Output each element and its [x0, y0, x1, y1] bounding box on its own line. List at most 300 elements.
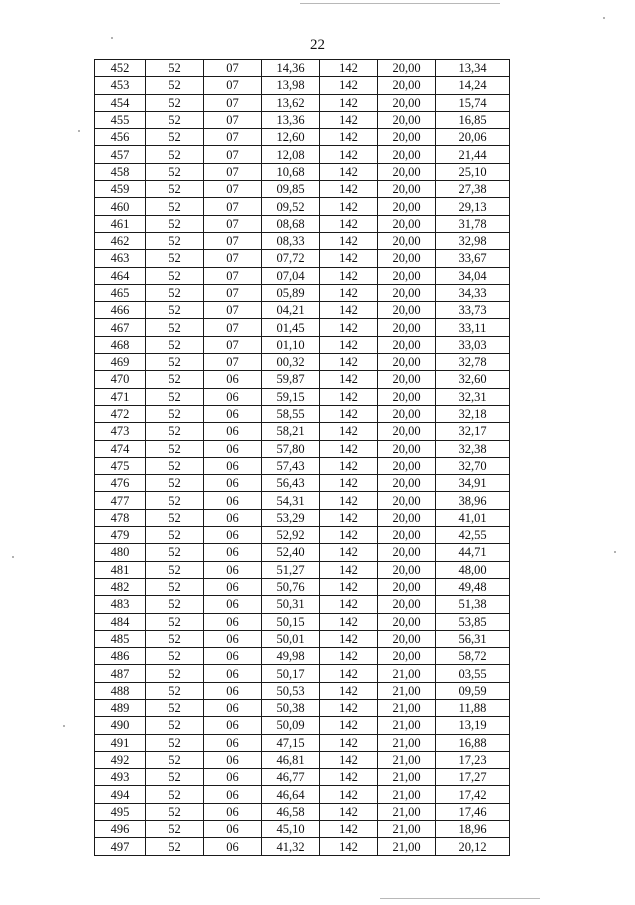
col-2-cell: 52	[146, 613, 204, 630]
col-2-cell: 52	[146, 111, 204, 128]
col-2-cell: 52	[146, 648, 204, 665]
col-2-cell: 52	[146, 60, 204, 77]
col-7-cell: 03,55	[436, 665, 510, 682]
col-5-cell: 142	[320, 284, 378, 301]
col-6-cell: 20,00	[378, 60, 436, 77]
col-4-cell: 56,43	[262, 475, 320, 492]
col-3-cell: 07	[204, 146, 262, 163]
col-2-cell: 52	[146, 786, 204, 803]
col-3-cell: 06	[204, 561, 262, 578]
col-5-cell: 142	[320, 751, 378, 768]
col-2-cell: 52	[146, 146, 204, 163]
col-4-cell: 50,31	[262, 596, 320, 613]
table-row	[95, 751, 510, 768]
table-row	[95, 129, 510, 146]
col-5-cell: 142	[320, 544, 378, 561]
col-6-cell: 20,00	[378, 336, 436, 353]
col-5-cell: 142	[320, 423, 378, 440]
col-5-cell: 142	[320, 596, 378, 613]
col-7-cell: 56,31	[436, 630, 510, 647]
col-7-cell: 44,71	[436, 544, 510, 561]
col-3-cell: 06	[204, 751, 262, 768]
col-4-cell: 50,09	[262, 717, 320, 734]
col-6-cell: 21,00	[378, 665, 436, 682]
col-5-cell: 142	[320, 405, 378, 422]
col-4-cell: 13,36	[262, 111, 320, 128]
col-4-cell: 50,76	[262, 578, 320, 595]
col-6-cell: 20,00	[378, 302, 436, 319]
col-2-cell: 52	[146, 250, 204, 267]
col-4-cell: 46,77	[262, 769, 320, 786]
table-row	[95, 232, 510, 249]
col-2-cell: 52	[146, 354, 204, 371]
col-7-cell: 42,55	[436, 527, 510, 544]
table-row	[95, 215, 510, 232]
col-7-cell: 11,88	[436, 699, 510, 716]
point-number-cell: 487	[95, 665, 146, 682]
col-6-cell: 21,00	[378, 751, 436, 768]
col-7-cell: 34,04	[436, 267, 510, 284]
col-4-cell: 53,29	[262, 509, 320, 526]
table-row	[95, 94, 510, 111]
col-6-cell: 20,00	[378, 544, 436, 561]
col-2-cell: 52	[146, 302, 204, 319]
table-row	[95, 440, 510, 457]
col-6-cell: 21,00	[378, 786, 436, 803]
col-3-cell: 06	[204, 457, 262, 474]
col-3-cell: 07	[204, 60, 262, 77]
table-row	[95, 267, 510, 284]
col-3-cell: 07	[204, 232, 262, 249]
table-row	[95, 578, 510, 595]
col-6-cell: 20,00	[378, 630, 436, 647]
col-5-cell: 142	[320, 215, 378, 232]
col-4-cell: 50,15	[262, 613, 320, 630]
scan-speck	[63, 725, 65, 727]
table-row	[95, 475, 510, 492]
col-3-cell: 06	[204, 371, 262, 388]
col-3-cell: 06	[204, 665, 262, 682]
table-row	[95, 423, 510, 440]
col-4-cell: 13,62	[262, 94, 320, 111]
col-5-cell: 142	[320, 440, 378, 457]
col-5-cell: 142	[320, 319, 378, 336]
col-4-cell: 57,80	[262, 440, 320, 457]
col-4-cell: 10,68	[262, 163, 320, 180]
col-7-cell: 38,96	[436, 492, 510, 509]
col-2-cell: 52	[146, 163, 204, 180]
col-5-cell: 142	[320, 250, 378, 267]
col-5-cell: 142	[320, 734, 378, 751]
table-row	[95, 198, 510, 215]
col-3-cell: 06	[204, 717, 262, 734]
col-2-cell: 52	[146, 821, 204, 838]
col-3-cell: 07	[204, 319, 262, 336]
table-row	[95, 821, 510, 838]
col-4-cell: 07,72	[262, 250, 320, 267]
table-row	[95, 803, 510, 820]
col-3-cell: 06	[204, 440, 262, 457]
col-7-cell: 09,59	[436, 682, 510, 699]
col-5-cell: 142	[320, 354, 378, 371]
col-7-cell: 53,85	[436, 613, 510, 630]
col-6-cell: 21,00	[378, 682, 436, 699]
col-3-cell: 07	[204, 94, 262, 111]
col-3-cell: 07	[204, 267, 262, 284]
table-row	[95, 371, 510, 388]
col-4-cell: 04,21	[262, 302, 320, 319]
col-6-cell: 20,00	[378, 457, 436, 474]
col-4-cell: 00,32	[262, 354, 320, 371]
col-5-cell: 142	[320, 232, 378, 249]
col-7-cell: 32,31	[436, 388, 510, 405]
col-2-cell: 52	[146, 267, 204, 284]
point-number-cell: 482	[95, 578, 146, 595]
col-7-cell: 33,11	[436, 319, 510, 336]
col-4-cell: 46,64	[262, 786, 320, 803]
col-2-cell: 52	[146, 198, 204, 215]
col-5-cell: 142	[320, 129, 378, 146]
col-3-cell: 06	[204, 682, 262, 699]
col-7-cell: 17,27	[436, 769, 510, 786]
col-4-cell: 59,87	[262, 371, 320, 388]
col-3-cell: 06	[204, 803, 262, 820]
table-row	[95, 527, 510, 544]
table-row	[95, 717, 510, 734]
col-6-cell: 20,00	[378, 215, 436, 232]
col-2-cell: 52	[146, 769, 204, 786]
col-5-cell: 142	[320, 267, 378, 284]
col-3-cell: 07	[204, 336, 262, 353]
col-7-cell: 17,23	[436, 751, 510, 768]
col-4-cell: 47,15	[262, 734, 320, 751]
point-number-cell: 460	[95, 198, 146, 215]
point-number-cell: 461	[95, 215, 146, 232]
point-number-cell: 464	[95, 267, 146, 284]
col-6-cell: 20,00	[378, 163, 436, 180]
col-2-cell: 52	[146, 578, 204, 595]
col-6-cell: 21,00	[378, 769, 436, 786]
point-number-cell: 468	[95, 336, 146, 353]
col-7-cell: 20,06	[436, 129, 510, 146]
point-number-cell: 481	[95, 561, 146, 578]
col-2-cell: 52	[146, 388, 204, 405]
point-number-cell: 493	[95, 769, 146, 786]
col-5-cell: 142	[320, 94, 378, 111]
col-3-cell: 06	[204, 492, 262, 509]
col-2-cell: 52	[146, 232, 204, 249]
col-3-cell: 07	[204, 181, 262, 198]
col-2-cell: 52	[146, 423, 204, 440]
col-2-cell: 52	[146, 319, 204, 336]
col-6-cell: 20,00	[378, 648, 436, 665]
col-2-cell: 52	[146, 682, 204, 699]
col-5-cell: 142	[320, 578, 378, 595]
col-7-cell: 48,00	[436, 561, 510, 578]
col-5-cell: 142	[320, 665, 378, 682]
col-7-cell: 34,91	[436, 475, 510, 492]
col-6-cell: 21,00	[378, 838, 436, 855]
col-4-cell: 09,85	[262, 181, 320, 198]
col-2-cell: 52	[146, 181, 204, 198]
col-2-cell: 52	[146, 596, 204, 613]
col-6-cell: 20,00	[378, 423, 436, 440]
col-2-cell: 52	[146, 803, 204, 820]
col-6-cell: 20,00	[378, 129, 436, 146]
point-number-cell: 466	[95, 302, 146, 319]
table-row	[95, 163, 510, 180]
col-6-cell: 21,00	[378, 803, 436, 820]
col-4-cell: 12,60	[262, 129, 320, 146]
col-5-cell: 142	[320, 803, 378, 820]
point-number-cell: 489	[95, 699, 146, 716]
col-3-cell: 07	[204, 198, 262, 215]
col-3-cell: 07	[204, 302, 262, 319]
col-4-cell: 50,53	[262, 682, 320, 699]
table-row	[95, 284, 510, 301]
col-6-cell: 20,00	[378, 181, 436, 198]
col-3-cell: 06	[204, 734, 262, 751]
point-number-cell: 494	[95, 786, 146, 803]
col-6-cell: 20,00	[378, 198, 436, 215]
point-number-cell: 463	[95, 250, 146, 267]
col-7-cell: 13,34	[436, 60, 510, 77]
col-5-cell: 142	[320, 682, 378, 699]
col-7-cell: 15,74	[436, 94, 510, 111]
col-2-cell: 52	[146, 440, 204, 457]
table-row	[95, 405, 510, 422]
point-number-cell: 456	[95, 129, 146, 146]
col-5-cell: 142	[320, 630, 378, 647]
col-7-cell: 13,19	[436, 717, 510, 734]
col-3-cell: 06	[204, 769, 262, 786]
col-7-cell: 29,13	[436, 198, 510, 215]
col-7-cell: 20,12	[436, 838, 510, 855]
col-2-cell: 52	[146, 215, 204, 232]
col-2-cell: 52	[146, 336, 204, 353]
col-4-cell: 50,38	[262, 699, 320, 716]
point-number-cell: 472	[95, 405, 146, 422]
col-7-cell: 34,33	[436, 284, 510, 301]
col-7-cell: 33,03	[436, 336, 510, 353]
col-6-cell: 20,00	[378, 284, 436, 301]
point-number-cell: 462	[95, 232, 146, 249]
col-3-cell: 06	[204, 838, 262, 855]
col-5-cell: 142	[320, 181, 378, 198]
col-4-cell: 46,81	[262, 751, 320, 768]
point-number-cell: 469	[95, 354, 146, 371]
point-number-cell: 465	[95, 284, 146, 301]
col-6-cell: 20,00	[378, 388, 436, 405]
point-number-cell: 495	[95, 803, 146, 820]
col-6-cell: 20,00	[378, 146, 436, 163]
col-4-cell: 13,98	[262, 77, 320, 94]
point-number-cell: 488	[95, 682, 146, 699]
coordinates-table	[94, 59, 510, 856]
point-number-cell: 473	[95, 423, 146, 440]
point-number-cell: 480	[95, 544, 146, 561]
col-5-cell: 142	[320, 509, 378, 526]
col-6-cell: 21,00	[378, 717, 436, 734]
table-row	[95, 561, 510, 578]
point-number-cell: 476	[95, 475, 146, 492]
col-5-cell: 142	[320, 492, 378, 509]
point-number-cell: 458	[95, 163, 146, 180]
col-3-cell: 06	[204, 786, 262, 803]
col-4-cell: 41,32	[262, 838, 320, 855]
col-4-cell: 49,98	[262, 648, 320, 665]
col-5-cell: 142	[320, 111, 378, 128]
point-number-cell: 477	[95, 492, 146, 509]
point-number-cell: 497	[95, 838, 146, 855]
col-2-cell: 52	[146, 734, 204, 751]
scan-speck	[603, 17, 605, 19]
scan-speck	[614, 551, 616, 553]
col-3-cell: 07	[204, 284, 262, 301]
col-7-cell: 33,67	[436, 250, 510, 267]
col-7-cell: 31,78	[436, 215, 510, 232]
table-row	[95, 544, 510, 561]
col-6-cell: 20,00	[378, 475, 436, 492]
col-7-cell: 17,42	[436, 786, 510, 803]
col-3-cell: 06	[204, 699, 262, 716]
table-row	[95, 354, 510, 371]
col-3-cell: 07	[204, 129, 262, 146]
col-2-cell: 52	[146, 561, 204, 578]
point-number-cell: 455	[95, 111, 146, 128]
point-number-cell: 486	[95, 648, 146, 665]
col-6-cell: 20,00	[378, 440, 436, 457]
point-number-cell: 454	[95, 94, 146, 111]
col-3-cell: 06	[204, 630, 262, 647]
col-2-cell: 52	[146, 405, 204, 422]
table-row	[95, 60, 510, 77]
col-5-cell: 142	[320, 475, 378, 492]
col-7-cell: 18,96	[436, 821, 510, 838]
col-7-cell: 32,60	[436, 371, 510, 388]
col-5-cell: 142	[320, 371, 378, 388]
col-3-cell: 06	[204, 821, 262, 838]
col-2-cell: 52	[146, 77, 204, 94]
col-5-cell: 142	[320, 821, 378, 838]
col-4-cell: 08,33	[262, 232, 320, 249]
point-number-cell: 483	[95, 596, 146, 613]
col-2-cell: 52	[146, 492, 204, 509]
table-row	[95, 509, 510, 526]
table-body	[95, 60, 510, 856]
col-5-cell: 142	[320, 648, 378, 665]
table-row	[95, 250, 510, 267]
col-2-cell: 52	[146, 509, 204, 526]
point-number-cell: 496	[95, 821, 146, 838]
col-4-cell: 54,31	[262, 492, 320, 509]
table-row	[95, 388, 510, 405]
table-row	[95, 111, 510, 128]
table-row	[95, 596, 510, 613]
col-3-cell: 07	[204, 354, 262, 371]
point-number-cell: 484	[95, 613, 146, 630]
col-6-cell: 20,00	[378, 111, 436, 128]
col-2-cell: 52	[146, 94, 204, 111]
col-4-cell: 46,58	[262, 803, 320, 820]
point-number-cell: 452	[95, 60, 146, 77]
col-4-cell: 50,01	[262, 630, 320, 647]
table-row	[95, 699, 510, 716]
point-number-cell: 457	[95, 146, 146, 163]
table-row	[95, 492, 510, 509]
col-4-cell: 51,27	[262, 561, 320, 578]
col-6-cell: 20,00	[378, 578, 436, 595]
col-2-cell: 52	[146, 665, 204, 682]
col-6-cell: 21,00	[378, 821, 436, 838]
col-5-cell: 142	[320, 457, 378, 474]
point-number-cell: 471	[95, 388, 146, 405]
col-7-cell: 33,73	[436, 302, 510, 319]
col-4-cell: 09,52	[262, 198, 320, 215]
col-3-cell: 07	[204, 250, 262, 267]
col-2-cell: 52	[146, 838, 204, 855]
table-row	[95, 302, 510, 319]
point-number-cell: 474	[95, 440, 146, 457]
point-number-cell: 485	[95, 630, 146, 647]
col-3-cell: 07	[204, 111, 262, 128]
col-7-cell: 14,24	[436, 77, 510, 94]
col-7-cell: 58,72	[436, 648, 510, 665]
col-5-cell: 142	[320, 527, 378, 544]
col-6-cell: 20,00	[378, 613, 436, 630]
col-5-cell: 142	[320, 769, 378, 786]
col-7-cell: 51,38	[436, 596, 510, 613]
table-row	[95, 682, 510, 699]
col-4-cell: 58,21	[262, 423, 320, 440]
page-number: 22	[310, 37, 325, 53]
point-number-cell: 479	[95, 527, 146, 544]
col-7-cell: 25,10	[436, 163, 510, 180]
col-4-cell: 07,04	[262, 267, 320, 284]
point-number-cell: 453	[95, 77, 146, 94]
col-7-cell: 49,48	[436, 578, 510, 595]
col-3-cell: 07	[204, 163, 262, 180]
point-number-cell: 491	[95, 734, 146, 751]
col-4-cell: 59,15	[262, 388, 320, 405]
col-4-cell: 50,17	[262, 665, 320, 682]
col-5-cell: 142	[320, 302, 378, 319]
point-number-cell: 475	[95, 457, 146, 474]
col-7-cell: 21,44	[436, 146, 510, 163]
table-row	[95, 786, 510, 803]
table-row	[95, 181, 510, 198]
col-6-cell: 20,00	[378, 94, 436, 111]
col-7-cell: 17,46	[436, 803, 510, 820]
col-2-cell: 52	[146, 630, 204, 647]
col-2-cell: 52	[146, 544, 204, 561]
col-7-cell: 32,17	[436, 423, 510, 440]
table-row	[95, 146, 510, 163]
table-row	[95, 77, 510, 94]
col-5-cell: 142	[320, 786, 378, 803]
scan-speck	[12, 556, 14, 558]
table-row	[95, 630, 510, 647]
col-3-cell: 06	[204, 578, 262, 595]
col-6-cell: 20,00	[378, 371, 436, 388]
col-7-cell: 16,85	[436, 111, 510, 128]
col-6-cell: 20,00	[378, 354, 436, 371]
col-4-cell: 52,40	[262, 544, 320, 561]
table-row	[95, 336, 510, 353]
col-6-cell: 20,00	[378, 77, 436, 94]
col-2-cell: 52	[146, 457, 204, 474]
col-6-cell: 20,00	[378, 509, 436, 526]
